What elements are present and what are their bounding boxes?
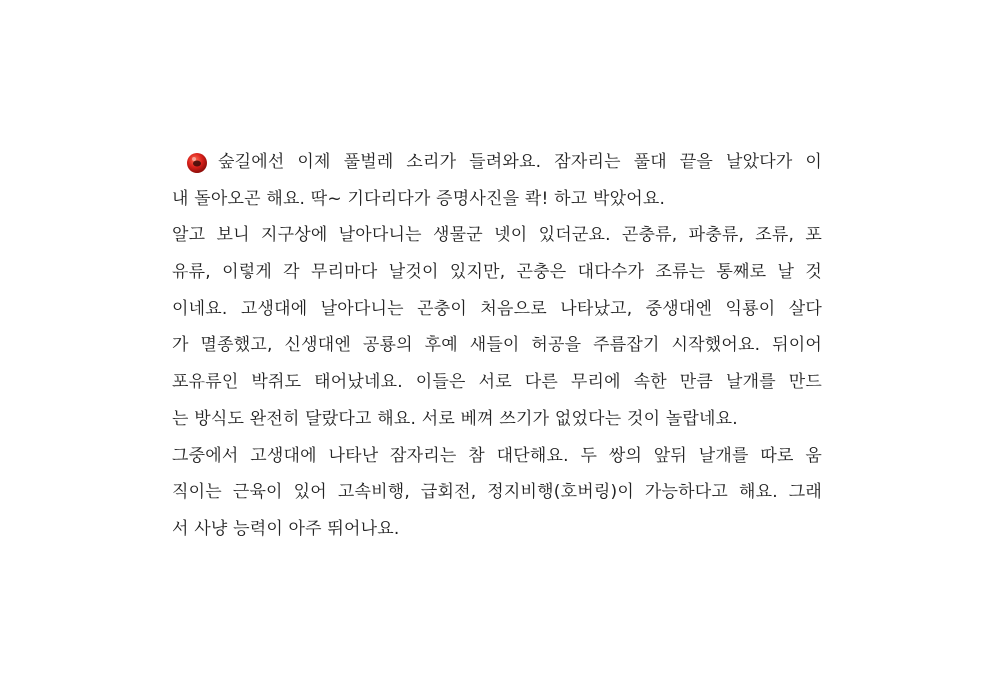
text-line-10: 직이는 근육이 있어 고속비행, 급회전, 정지비행(호버링)이 가능하다고 해요. 그래 [172, 482, 822, 503]
text-line-2: 내 돌아오곤 해요. 딱~ 기다리다가 증명사진을 콱! 하고 박았어요. [172, 188, 666, 209]
text-line-7: 포유류인 박쥐도 태어났네요. 이들은 서로 다른 무리에 속한 만큼 날개를 만드 [172, 372, 822, 393]
body-text [172, 144, 822, 548]
text-line-8: 는 방식도 완전히 달랐다고 해요. 서로 베껴 쓰기가 없었다는 것이 놀랍네요. [172, 408, 738, 429]
text-line-3: 알고 보니 지구상에 날아다니는 생물군 넷이 있더군요. 곤충류, 파충류, 조류, 포 [172, 225, 822, 246]
text-line-1 [172, 144, 822, 181]
red-ladybug-icon [186, 151, 208, 173]
text-line-6: 가 멸종했고, 신생대엔 공룡의 후예 새들이 허공을 주름잡기 시작했어요. 뒤이어 [172, 335, 822, 356]
text-line-4: 유류, 이렇게 각 무리마다 날것이 있지만, 곤충은 대다수가 조류는 통째로 날 것 [172, 262, 822, 283]
text-line-9: 그중에서 고생대에 나타난 잠자리는 참 대단해요. 두 쌍의 앞뒤 날개를 따로 움 [172, 445, 822, 466]
text-line-1-content: 숲길에선 이제 풀벌레 소리가 들려와요. 잠자리는 풀대 끝을 날았다가 이 [218, 152, 822, 172]
text-line-11: 서 사냥 능력이 아주 뛰어나요. [172, 518, 400, 539]
text-line-5: 이네요. 고생대에 날아다니는 곤충이 처음으로 나타났고, 중생대엔 익룡이 살다 [172, 298, 822, 319]
